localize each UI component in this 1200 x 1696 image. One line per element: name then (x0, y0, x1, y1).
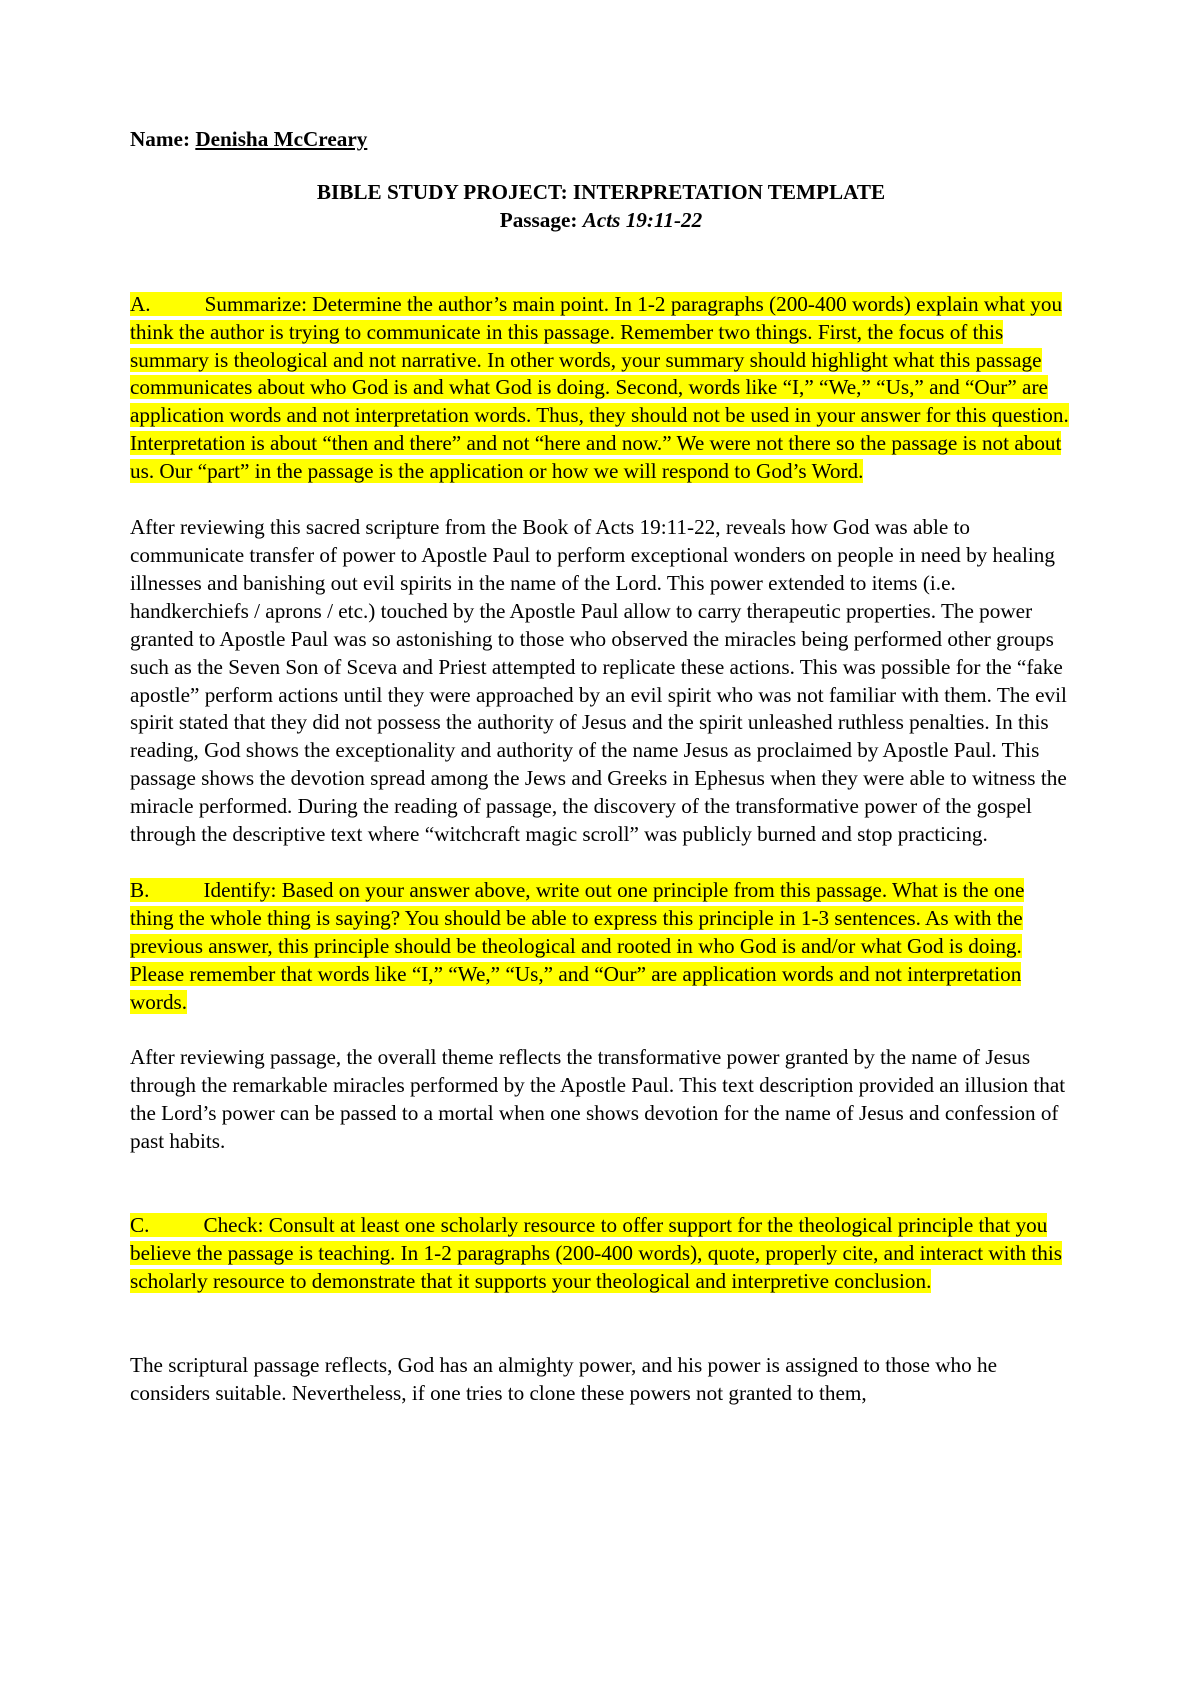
section-c-response: The scriptural passage reflects, God has an almighty power, and his power is assigned to those who he considers suitable. Nevertheless, if one tries to clone these powers not granted to them, (130, 1352, 998, 1405)
section-b-letter: B. (130, 877, 150, 902)
student-name: Denisha McCreary (195, 127, 368, 151)
section-b-response: After reviewing passage, the overall theme reflects the transformative power granted by the name of Jesus through the remarkable miracles performed by the Apostle Paul. This text description provided an illusion that the Lord’s power can be passed to a mortal when one shows devotion for the name of Jesus and confession of past habits. (130, 1045, 1066, 1154)
passage-label: Passage: (499, 207, 578, 232)
section-c-prompt-text: Check: Consult at least one scholarly resource to offer support for the theological principle that you believe the passage is teaching. In 1-2 paragraphs (200-400 words), quote, properly cite, and interact with this scholarly resource to demonstrate that it supports your theological and interpretive conclusion. (130, 1213, 1062, 1293)
section-b-prompt (130, 877, 1072, 1017)
section-a-prompt (130, 291, 1072, 486)
passage-line (130, 207, 1072, 235)
section-b-highlight (130, 878, 1024, 1014)
document-title-block (130, 179, 1072, 235)
section-c-prompt (130, 1212, 1072, 1296)
section-a-highlight (130, 292, 1069, 483)
section-c-letter: C. (130, 1213, 150, 1238)
section-c-highlight (130, 1213, 1062, 1293)
student-name-line (130, 126, 1072, 154)
section-a-letter: A. (130, 291, 151, 316)
section-a-prompt-text: Summarize: Determine the author’s main point. In 1-2 paragraphs (200-400 words) explain what you think the author is trying to communicate in this passage. Remember two things. First, the focus of this summary is theological and not narrative. In other words, your summary should highlight what this passage communicates about who God is and what God is doing. Second, words like “I,” “We,” “Us,” and “Our” are application words and not interpretation words. Thus, they should not be used in your answer for this question. Interpretation is about “then and there” and not “here and now.” We were not there so the passage is not about us. Our “part” in the passage is the application or how we will respond to God’s Word. (130, 291, 1069, 484)
section-b-prompt-text: Identify: Based on your answer above, write out one principle from this passage. What is the one thing the whole thing is saying? You should be able to express this principle in 1-3 sentences. As with the previous answer, this principle should be theological and rooted in who God is and/or what God is doing. Please remember that words like “I,” “We,” “Us,” and “Our” are application words and not interpretation words. (130, 877, 1025, 1014)
passage-reference: Acts 19:11-22 (582, 207, 703, 232)
name-label: Name: (130, 127, 191, 151)
section-a-response: After reviewing this sacred scripture from the Book of Acts 19:11-22, reveals how God was able to communicate transfer of power to Apostle Paul to perform exceptional wonders on people in need by healing illnesses and banishing out evil spirits in the name of the Lord. This power extended to items (i.e. handkerchiefs / aprons / etc.) touched by the Apostle Paul allow to carry therapeutic properties. The power granted to Apostle Paul was so astonishing to those who observed the miracles being performed other groups such as the Seven Son of Sceva and Priest attempted to replicate these actions. This was possible for the “fake apostle” perform actions until they were approached by an evil spirit who was not familiar with them. The evil spirit stated that they did not possess the authority of Jesus and the spirit unleashed ruthless penalties. In this reading, God shows the exceptionality and authority of the name Jesus as proclaimed by Apostle Paul. This passage shows the devotion spread among the Jews and Greeks in Ephesus when they were able to witness the miracle performed. During the reading of passage, the discovery of the transformative power of the gospel through the descriptive text where “witchcraft magic scroll” was publicly burned and stop practicing. (130, 515, 1067, 847)
document-title: BIBLE STUDY PROJECT: INTERPRETATION TEMPLATE (316, 179, 886, 204)
